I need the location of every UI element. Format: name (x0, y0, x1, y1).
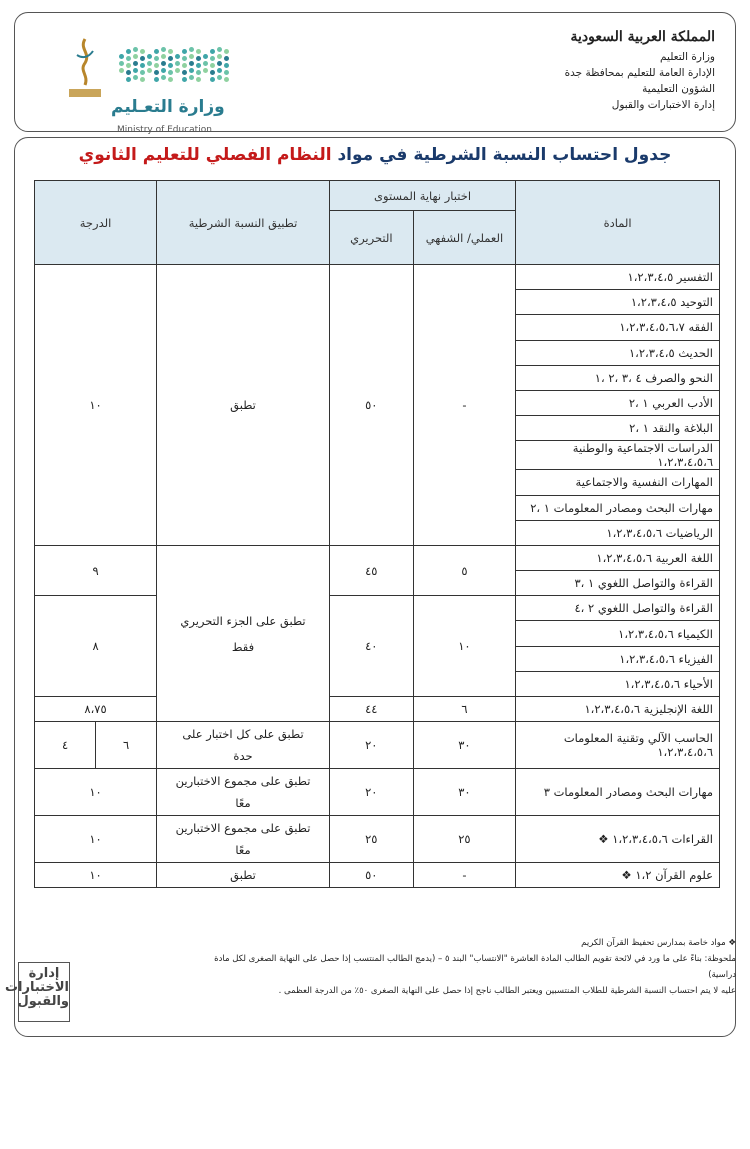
subject-cell: النحو والصرف ٤ ،٣ ،٢ ،١ (516, 365, 720, 390)
subject-cell: الفيزياء ١،٢،٣،٤،٥،٦ (516, 646, 720, 671)
subject-cell: الكيمياء ١،٢،٣،٤،٥،٦ (516, 621, 720, 646)
subject-cell: التوحيد ١،٢،٣،٤،٥ (516, 290, 720, 315)
grade-cell: ١٠ (35, 863, 157, 888)
logo-arabic-text: وزارة التعـليم (111, 97, 225, 117)
subject-cell: اللغة العربية ١،٢،٣،٤،٥،٦ (516, 545, 720, 570)
header-written: التحريري (329, 211, 413, 265)
subject-cell: اللغة الإنجليزية ١،٢،٣،٤،٥،٦ (516, 697, 720, 722)
oral-cell: ٦ (413, 697, 515, 722)
apply-cell: تطبق على مجموع الاختبارين معًا (157, 769, 330, 816)
written-cell: ٤٠ (329, 596, 413, 697)
emblem-icon (65, 35, 105, 103)
letterhead-line: الإدارة العامة للتعليم بمحافظة جدة (564, 67, 715, 79)
grade-cell: ٨،٧٥ (35, 697, 157, 722)
letterhead-line: الشؤون التعليمية (642, 83, 715, 95)
exams-admission-stamp: إدارة الاختبارات والقبول (18, 962, 70, 1022)
letterhead-line: وزارة التعليم (660, 51, 715, 63)
grade-cell: ٦ (96, 722, 157, 769)
subject-cell: القراءة والتواصل اللغوي ٢ ،٤ (516, 596, 720, 621)
subject-cell: الدراسات الاجتماعية والوطنية ١،٢،٣،٤،٥،٦ (516, 441, 720, 470)
subject-cell: الأحياء ١،٢،٣،٤،٥،٦ (516, 671, 720, 696)
header-oral: العملي/ الشفهي (413, 211, 515, 265)
written-cell: ٢٠ (329, 769, 413, 816)
title-highlight: النظام الفصلي للتعليم الثانوي (78, 145, 332, 165)
subject-cell: الرياضيات ١،٢،٣،٤،٥،٦ (516, 520, 720, 545)
letterhead-text (565, 29, 715, 113)
written-cell: ٤٥ (329, 545, 413, 595)
header-grade: الدرجة (35, 181, 157, 265)
grade-cell: ٨ (35, 596, 157, 697)
grade-cell: ١٠ (35, 265, 157, 546)
subject-cell: الفقه ١،٢،٣،٤،٥،٦،٧ (516, 315, 720, 340)
letterhead-line: إدارة الاختبارات والقبول (611, 99, 715, 111)
header-apply: تطبيق النسبة الشرطية (157, 181, 330, 265)
written-cell: ٢٥ (329, 816, 413, 863)
kingdom-title: المملكة العربية السعودية (570, 29, 715, 45)
subject-cell: القراءة والتواصل اللغوي ١ ،٣ (516, 571, 720, 596)
subject-cell: الأدب العربي ١ ،٢ (516, 390, 720, 415)
subject-cell: الحديث ١،٢،٣،٤،٥ (516, 340, 720, 365)
footnote-conclusion: عليه لا يتم احتساب النسبة الشرطية للطلاب المنتسبين ويعتبر الطالب ناجح إذا حصل على النهاية الصغرى ٥٠٪ من الدرجة العظمى . (278, 986, 736, 996)
oral-cell: ٢٥ (413, 816, 515, 863)
subject-cell: مهارات البحث ومصادر المعلومات ٣ (516, 769, 720, 816)
logo-english-text: Ministry of Education (117, 125, 212, 135)
written-cell: ٢٠ (329, 722, 413, 769)
subject-cell: القراءات ١،٢،٣،٤،٥،٦ ❖ (516, 816, 720, 863)
oral-cell: - (413, 863, 515, 888)
subject-cell: المهارات النفسية والاجتماعية (516, 470, 720, 495)
written-cell: ٥٠ (329, 863, 413, 888)
subject-cell: الحاسب الآلي وتقنية المعلومات ١،٢،٣،٤،٥،٦ (516, 722, 720, 769)
apply-cell: تطبق (157, 863, 330, 888)
footnote-quran: ❖ مواد خاصة بمدارس تحفيظ القرآن الكريم (581, 938, 736, 948)
apply-cell: تطبق (157, 265, 330, 546)
oral-cell: - (413, 265, 515, 546)
header-subject: المادة (516, 181, 720, 265)
footnote-remark-cont: دراسية) (708, 970, 736, 980)
footnote-remark: ملحوظة: بناءً على ما ورد في لائحة تقويم الطالب المادة العاشرة "الانتساب" البند ٥ – (يدمج الطالب المنتسب إذا حصل على النهاية الصغرى لكل مادة (214, 954, 736, 964)
footnotes (14, 935, 736, 999)
subject-cell: علوم القرآن ١،٢ ❖ (516, 863, 720, 888)
logo-dots-icon (119, 47, 229, 87)
oral-cell: ١٠ (413, 596, 515, 697)
subject-cell: البلاغة والنقد ١ ،٢ (516, 416, 720, 441)
grade-cell: ١٠ (35, 769, 157, 816)
grade-cell: ٩ (35, 545, 157, 595)
page-title (14, 145, 736, 165)
subject-cell: التفسير ١،٢،٣،٤،٥ (516, 265, 720, 290)
header-exam-group: اختبار نهاية المستوى (329, 181, 515, 211)
apply-cell: تطبق على كل اختبار على حدة (157, 722, 330, 769)
apply-cell: تطبق على مجموع الاختبارين معًا (157, 816, 330, 863)
oral-cell: ٣٠ (413, 722, 515, 769)
subject-cell: مهارات البحث ومصادر المعلومات ١ ،٢ (516, 495, 720, 520)
letterhead (14, 12, 736, 135)
grade-cell: ١٠ (35, 816, 157, 863)
oral-cell: ٣٠ (413, 769, 515, 816)
apply-cell: تطبق على الجزء التحريري فقط (157, 545, 330, 721)
percentage-table (34, 180, 720, 888)
oral-cell: ٥ (413, 545, 515, 595)
written-cell: ٤٤ (329, 697, 413, 722)
grade-cell: ٤ (35, 722, 96, 769)
written-cell: ٥٠ (329, 265, 413, 546)
title-prefix: جدول احتساب النسبة الشرطية في مواد (331, 145, 672, 165)
ministry-logo (49, 29, 229, 135)
